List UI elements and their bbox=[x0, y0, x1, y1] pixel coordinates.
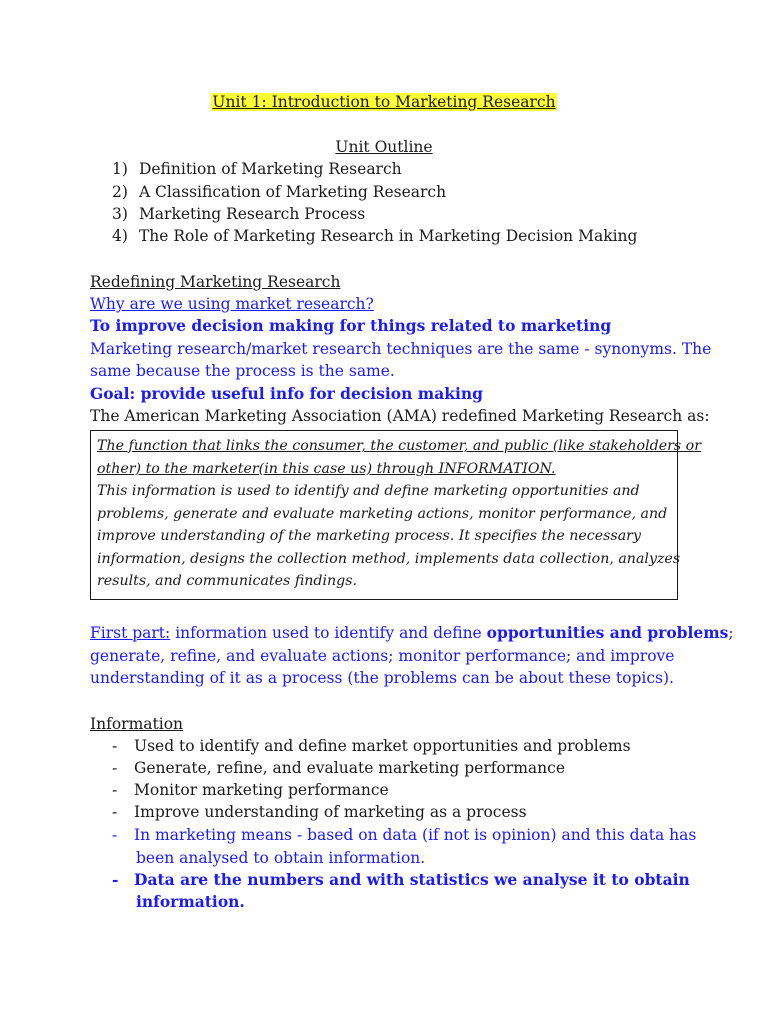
goal-statement: Goal: provide useful info for decision making bbox=[90, 384, 483, 403]
list-dash: - bbox=[112, 737, 118, 755]
list-item bbox=[112, 869, 690, 891]
first-part-text: ; bbox=[728, 624, 734, 642]
outline-item-text: A Classification of Marketing Research bbox=[138, 183, 447, 201]
list-item bbox=[112, 735, 631, 757]
outline-item-number: 4) bbox=[112, 227, 128, 245]
definition-line: problems, generate and evaluate marketing actions, monitor performance, and bbox=[97, 505, 668, 522]
first-part-line: generate, refine, and evaluate actions; monitor performance; and improve bbox=[90, 647, 675, 665]
research-answer: To improve decision making for things related to marketing bbox=[90, 316, 612, 335]
definition-line: other) to the marketer(in this case us) through INFORMATION. bbox=[97, 460, 556, 477]
list-item-continuation: been analysed to obtain information. bbox=[136, 849, 426, 867]
list-dash: - bbox=[112, 803, 118, 821]
list-item-text: In marketing means - based on data (if not is opinion) and this data has bbox=[134, 826, 697, 844]
definition-line: improve understanding of the marketing process. It specifies the necessary bbox=[97, 528, 641, 544]
list-item-text: Monitor marketing performance bbox=[134, 781, 389, 799]
document-title bbox=[0, 91, 768, 113]
definition-line: The function that links the consumer, the customer, and public (like stakeholders or bbox=[97, 438, 701, 454]
definition-line: This information is used to identify and define marketing opportunities and bbox=[97, 483, 640, 499]
outline-item bbox=[112, 203, 365, 225]
synonyms-note-line: Marketing research/market research techniques are the same - synonyms. The bbox=[90, 340, 712, 358]
outline-item-text: The Role of Marketing Research in Marketing Decision Making bbox=[138, 227, 638, 245]
first-part-label: First part: bbox=[90, 624, 171, 642]
first-part-line: understanding of it as a process (the problems can be about these topics). bbox=[90, 669, 674, 687]
outline-item-number: 3) bbox=[112, 205, 128, 223]
definition-line: results, and communicates findings. bbox=[97, 573, 358, 589]
outline-item-text: Marketing Research Process bbox=[138, 205, 366, 223]
research-question: Why are we using market research? bbox=[90, 295, 374, 313]
ama-definition-box bbox=[90, 430, 701, 600]
outline-item bbox=[112, 181, 446, 203]
list-dash: - bbox=[112, 781, 118, 799]
list-dash: - bbox=[112, 870, 119, 889]
list-item-text: Used to identify and define market opportunities and problems bbox=[134, 737, 631, 755]
list-dash: - bbox=[112, 759, 118, 777]
redefining-heading: Redefining Marketing Research bbox=[90, 273, 341, 291]
definition-line: information, designs the collection method, implements data collection, analyzes bbox=[97, 550, 681, 567]
document-title-text: Unit 1: Introduction to Marketing Research bbox=[212, 93, 556, 111]
outline-heading: Unit Outline bbox=[335, 138, 433, 156]
list-item-text: Improve understanding of marketing as a process bbox=[134, 803, 527, 821]
synonyms-note-line: same because the process is the same. bbox=[90, 362, 395, 380]
outline-item-number: 1) bbox=[112, 160, 128, 178]
list-item bbox=[112, 801, 527, 823]
first-part-emphasis: opportunities and problems bbox=[486, 623, 729, 642]
first-part-text: information used to identify and define bbox=[170, 624, 487, 642]
outline-item bbox=[112, 225, 637, 247]
list-item bbox=[112, 824, 696, 846]
list-item-continuation: information. bbox=[136, 892, 245, 911]
list-item bbox=[112, 779, 389, 801]
list-item bbox=[112, 757, 565, 779]
list-item-text: Generate, refine, and evaluate marketing performance bbox=[134, 759, 565, 777]
information-heading: Information bbox=[90, 715, 184, 733]
list-item-text: Data are the numbers and with statistics we analyse it to obtain bbox=[134, 870, 690, 889]
list-dash: - bbox=[112, 826, 118, 844]
first-part-line bbox=[90, 622, 734, 644]
outline-item-text: Definition of Marketing Research bbox=[138, 160, 402, 178]
outline-item-number: 2) bbox=[112, 183, 128, 201]
ama-intro: The American Marketing Association (AMA) redefined Marketing Research as: bbox=[90, 407, 710, 425]
outline-item bbox=[112, 158, 402, 180]
